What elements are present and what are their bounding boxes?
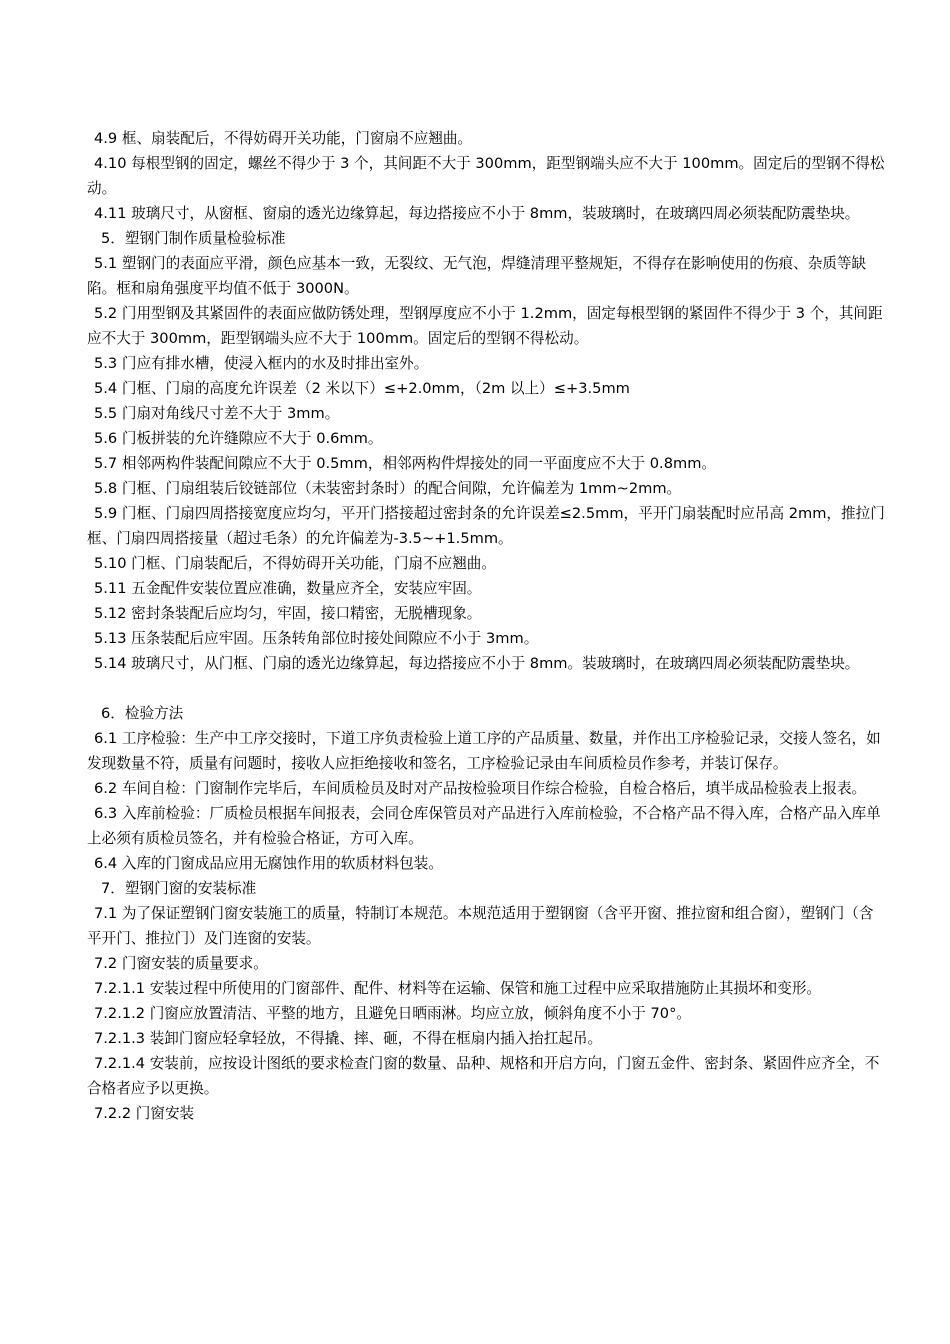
blank-line xyxy=(87,676,887,701)
paragraph: 4.10 每根型钢的固定，螺丝不得少于 3 个，其间距不大于 300mm，距型钢端头应不大于 100mm。固定后的型钢不得松动。 xyxy=(87,155,885,197)
paragraph: 5.1 塑钢门的表面应平滑，颜色应基本一致，无裂纹、无气泡，焊缝清理平整规矩，不得存在影响使用的伤痕、杂质等缺陷。框和扇角强度平均值不低于 3000N。 xyxy=(87,255,867,297)
paragraph: 5.12 密封条装配后应均匀，牢固，接口精密，无脱槽现象。 xyxy=(94,605,482,622)
paragraph: 5.13 压条装配后应牢固。压条转角部位时接处间隙应不小于 3mm。 xyxy=(94,630,539,647)
paragraph: 7.2.2 门窗安装 xyxy=(94,1105,195,1122)
paragraph: 7.2.1.2 门窗应放置清洁、平整的地方，且避免日晒雨淋。均应立放，倾斜角度不小于 70°。 xyxy=(94,1005,691,1022)
paragraph: 7.2.1.1 安装过程中所使用的门窗部件、配件、材料等在运输、保管和施工过程中应采取措施防止其损坏和变形。 xyxy=(94,980,822,997)
paragraph: 7.2.1.3 装卸门窗应轻拿轻放，不得撬、摔、砸，不得在框扇内插入抬扛起吊。 xyxy=(94,1030,603,1047)
paragraph: 5.3 门应有排水槽，使浸入框内的水及时排出室外。 xyxy=(94,355,429,372)
paragraph: 5.14 玻璃尺寸，从门框、门扇的透光边缘算起，每边搭接应不小于 8mm。装玻璃时，在玻璃四周必须装配防震垫块。 xyxy=(94,655,860,672)
paragraph: 6.3 入库前检验：厂质检员根据车间报表，会同仓库保管员对产品进行入库前检验，不合格产品不得入库，合格产品入库单上必须有质检员签名，并有检验合格证，方可入库。 xyxy=(87,805,881,847)
paragraph: 5.6 门板拼装的允许缝隙应不大于 0.6mm。 xyxy=(94,430,383,447)
paragraph: 6.1 工序检验：生产中工序交接时，下道工序负责检验上道工序的产品质量、数量，并作出工序检验记录，交接人签名，如发现数量不符，质量有问题时，接收人应拒绝接收和签名，工序检验记录由车间质检员作参考，并装订保存。 xyxy=(87,730,881,772)
paragraph: 5.10 门框、门扇装配后，不得妨碍开关功能，门扇不应翘曲。 xyxy=(94,555,496,572)
section-heading: 5．塑钢门制作质量检验标准 xyxy=(101,230,286,247)
paragraph: 5.4 门框、门扇的高度允许误差（2 米以下）≤+2.0mm，（2m 以上）≤+3.5mm xyxy=(94,380,630,397)
paragraph: 7.2.1.4 安装前，应按设计图纸的要求检查门窗的数量、品种、规格和开启方向，门窗五金件、密封条、紧固件应齐全，不合格者应予以更换。 xyxy=(87,1055,880,1097)
paragraph: 5.8 门框、门扇组装后铰链部位（未装密封条时）的配合间隙，允许偏差为 1mm~2mm。 xyxy=(94,480,682,497)
paragraph: 5.5 门扇对角线尺寸差不大于 3mm。 xyxy=(94,405,340,422)
paragraph: 4.9 框、扇装配后，不得妨碍开关功能，门窗扇不应翘曲。 xyxy=(94,130,473,147)
section-heading: 7．塑钢门窗的安装标准 xyxy=(101,880,257,897)
paragraph: 5.9 门框、门扇四周搭接宽度应均匀，平开门搭接超过密封条的允许误差≤2.5mm，平开门扇装配时应吊高 2mm，推拉门框、门扇四周搭接量（超过毛条）的允许偏差为-3.5~+1.5mm。 xyxy=(87,505,885,547)
paragraph: 4.11 玻璃尺寸，从窗框、窗扇的透光边缘算起，每边搭接应不小于 8mm，装玻璃时，在玻璃四周必须装配防震垫块。 xyxy=(94,205,860,222)
paragraph: 6.4 入库的门窗成品应用无腐蚀作用的软质材料包装。 xyxy=(94,855,443,872)
paragraph: 7.2 门窗安装的质量要求。 xyxy=(94,955,268,972)
paragraph: 5.2 门用型钢及其紧固件的表面应做防锈处理，型钢厚度应不小于 1.2mm，固定每根型钢的紧固件不得少于 3 个，其间距应不大于 300mm，距型钢端头应不大于 100mm。固定后的型钢不得松动。 xyxy=(87,305,883,347)
section-heading: 6．检验方法 xyxy=(101,705,184,722)
document-body xyxy=(87,126,887,1126)
paragraph: 6.2 车间自检：门窗制作完毕后，车间质检员及时对产品按检验项目作综合检验，自检合格后，填半成品检验表上报表。 xyxy=(94,780,867,797)
paragraph: 5.11 五金配件安装位置应准确，数量应齐全，安装应牢固。 xyxy=(94,580,482,597)
paragraph: 5.7 相邻两构件装配间隙应不大于 0.5mm，相邻两构件焊接处的同一平面度应不大于 0.8mm。 xyxy=(94,455,717,472)
paragraph: 7.1 为了保证塑钢门窗安装施工的质量，特制订本规范。本规范适用于塑钢窗（含平开窗、推拉窗和组合窗），塑钢门（含平开门、推拉门）及门连窗的安装。 xyxy=(87,905,874,947)
